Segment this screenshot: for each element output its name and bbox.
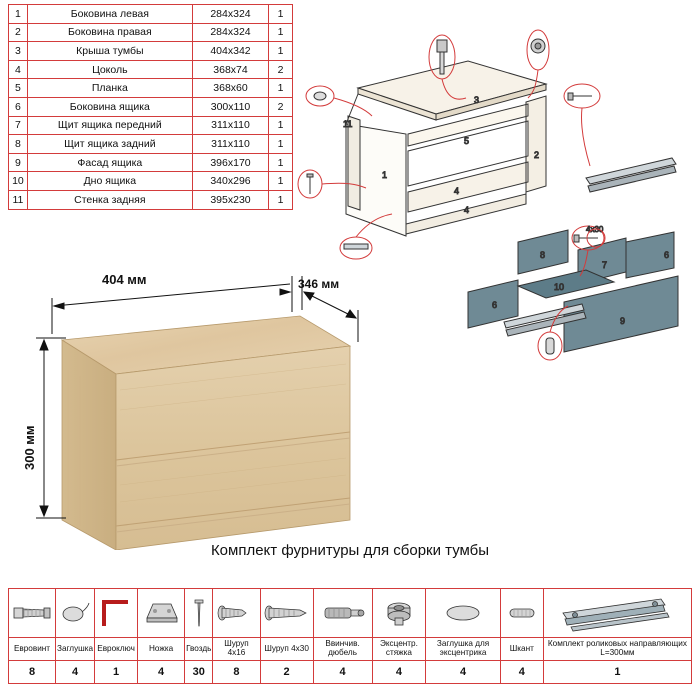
- leg-icon: [139, 596, 183, 630]
- svg-text:4: 4: [454, 186, 460, 196]
- part-dimension: 340х296: [192, 172, 268, 191]
- hardware-label: Комплект роликовых направляющих L=300мм: [543, 638, 691, 661]
- part-name: Планка: [27, 79, 192, 98]
- part-number: 6: [9, 97, 28, 116]
- hardware-counts-row: [9, 661, 692, 684]
- screw-4x30-icon: [262, 596, 312, 630]
- hardware-cell-leg: [138, 589, 185, 638]
- part-dimension: 368х74: [192, 60, 268, 79]
- hardware-count: 2: [260, 661, 313, 684]
- hardware-table: [8, 588, 692, 684]
- hardware-count: 4: [426, 661, 501, 684]
- detail-label: 4х30: [586, 225, 604, 234]
- svg-text:2: 2: [534, 150, 540, 160]
- table-row: [9, 42, 293, 61]
- screw-4x16-icon: [214, 596, 258, 630]
- part-dimension: 300х110: [192, 97, 268, 116]
- part-number: 11: [9, 190, 28, 209]
- part-number: 4: [9, 60, 28, 79]
- part-number: 1: [9, 5, 28, 24]
- part-number: 10: [9, 172, 28, 191]
- depth-dimension-label: 346 мм: [298, 277, 340, 291]
- table-row: [9, 116, 293, 135]
- hardware-count: 8: [213, 661, 260, 684]
- part-number: 2: [9, 23, 28, 42]
- svg-text:6: 6: [492, 300, 498, 310]
- part-quantity: 2: [269, 60, 293, 79]
- svg-text:8: 8: [540, 250, 546, 260]
- hardware-cell-screw-4x16: [213, 589, 260, 638]
- part-quantity: 1: [269, 172, 293, 191]
- hardware-cell-eccentric-cap: [426, 589, 501, 638]
- hardware-cell-nail: [185, 589, 213, 638]
- hardware-label: Шкант: [500, 638, 543, 661]
- svg-text:1: 1: [382, 170, 388, 180]
- svg-text:10: 10: [554, 282, 565, 292]
- hardware-labels-row: [9, 638, 692, 661]
- part-dimension: 368х60: [192, 79, 268, 98]
- part-quantity: 1: [269, 135, 293, 154]
- table-row: [9, 172, 293, 191]
- part-dimension: 404х342: [192, 42, 268, 61]
- hardware-cell-euro-key: [95, 589, 138, 638]
- hardware-count: 4: [56, 661, 95, 684]
- hardware-count: 8: [9, 661, 56, 684]
- table-row: [9, 23, 293, 42]
- hardware-cell-screw-4x30: [260, 589, 313, 638]
- hardware-cell-eccentric-tie: [372, 589, 426, 638]
- part-name: Стенка задняя: [27, 190, 192, 209]
- part-number: 9: [9, 153, 28, 172]
- svg-text:6: 6: [664, 250, 670, 260]
- part-dimension: 284х324: [192, 5, 268, 24]
- part-number: 7: [9, 116, 28, 135]
- euro-screw-icon: [10, 596, 54, 630]
- hardware-cell-cap: [56, 589, 95, 638]
- part-quantity: 2: [269, 97, 293, 116]
- table-row: [9, 190, 293, 209]
- table-row: [9, 135, 293, 154]
- cap-icon: [58, 596, 92, 630]
- svg-text:7: 7: [602, 260, 608, 270]
- hardware-count: 30: [185, 661, 213, 684]
- part-name: Фасад ящика: [27, 153, 192, 172]
- hardware-cell-screw-in-dowel: [313, 589, 372, 638]
- part-quantity: 1: [269, 23, 293, 42]
- product-dimension-illustration: [10, 270, 380, 550]
- part-name: Боковина левая: [27, 5, 192, 24]
- part-quantity: 1: [269, 42, 293, 61]
- hardware-label: Гвоздь: [185, 638, 213, 661]
- hardware-label: Шуруп 4х30: [260, 638, 313, 661]
- hardware-label: Заглушка для эксцентрика: [426, 638, 501, 661]
- hardware-cell-euro-screw: [9, 589, 56, 638]
- euro-key-icon: [96, 596, 136, 630]
- part-name: Боковина ящика: [27, 97, 192, 116]
- hardware-icons-row: [9, 589, 692, 638]
- part-name: Боковина правая: [27, 23, 192, 42]
- part-number: 3: [9, 42, 28, 61]
- hardware-cell-roller-slides: [543, 589, 691, 638]
- hardware-label: Ввинчив. дюбель: [313, 638, 372, 661]
- hardware-count: 4: [500, 661, 543, 684]
- part-dimension: 311х110: [192, 135, 268, 154]
- table-row: [9, 97, 293, 116]
- svg-text:5: 5: [464, 136, 470, 146]
- part-dimension: 396х170: [192, 153, 268, 172]
- part-name: Крыша тумбы: [27, 42, 192, 61]
- hardware-section-title: Комплект фурнитуры для сборки тумбы: [210, 542, 490, 559]
- screw-in-dowel-icon: [319, 596, 367, 630]
- part-number: 8: [9, 135, 28, 154]
- parts-table-body: [9, 5, 293, 210]
- hardware-count: 4: [138, 661, 185, 684]
- part-dimension: 311х110: [192, 116, 268, 135]
- table-row: [9, 153, 293, 172]
- roller-slides-icon: [557, 593, 677, 633]
- hardware-table-body: [9, 589, 692, 684]
- part-quantity: 1: [269, 190, 293, 209]
- part-quantity: 1: [269, 79, 293, 98]
- hardware-count: 4: [372, 661, 426, 684]
- eccentric-cap-icon: [441, 596, 485, 630]
- part-number: 5: [9, 79, 28, 98]
- part-dimension: 284х324: [192, 23, 268, 42]
- part-name: Цоколь: [27, 60, 192, 79]
- hardware-label: Евровинт: [9, 638, 56, 661]
- hardware-count: 4: [313, 661, 372, 684]
- part-quantity: 1: [269, 153, 293, 172]
- part-quantity: 1: [269, 5, 293, 24]
- svg-text:11: 11: [343, 119, 353, 129]
- hardware-label: Заглушка: [56, 638, 95, 661]
- table-row: [9, 60, 293, 79]
- dowel-icon: [502, 596, 542, 630]
- hardware-label: Ножка: [138, 638, 185, 661]
- part-dimension: 395х230: [192, 190, 268, 209]
- eccentric-tie-icon: [380, 596, 418, 630]
- svg-text:9: 9: [620, 316, 626, 326]
- part-quantity: 1: [269, 116, 293, 135]
- parts-table: [8, 4, 293, 210]
- hardware-label: Евроключ: [95, 638, 138, 661]
- hardware-cell-dowel: [500, 589, 543, 638]
- nail-icon: [188, 596, 210, 630]
- part-name: Дно ящика: [27, 172, 192, 191]
- table-row: [9, 79, 293, 98]
- hardware-label: Шуруп 4х16: [213, 638, 260, 661]
- part-name: Щит ящика задний: [27, 135, 192, 154]
- svg-text:3: 3: [474, 95, 480, 105]
- table-row: [9, 5, 293, 24]
- hardware-label: Эксцентр. стяжка: [372, 638, 426, 661]
- hardware-count: 1: [95, 661, 138, 684]
- svg-text:4: 4: [464, 205, 470, 215]
- hardware-count: 1: [543, 661, 691, 684]
- width-dimension-label: 404 мм: [102, 272, 147, 287]
- product-dimension-svg: [10, 270, 380, 550]
- height-dimension-label: 300 мм: [22, 425, 37, 470]
- part-name: Щит ящика передний: [27, 116, 192, 135]
